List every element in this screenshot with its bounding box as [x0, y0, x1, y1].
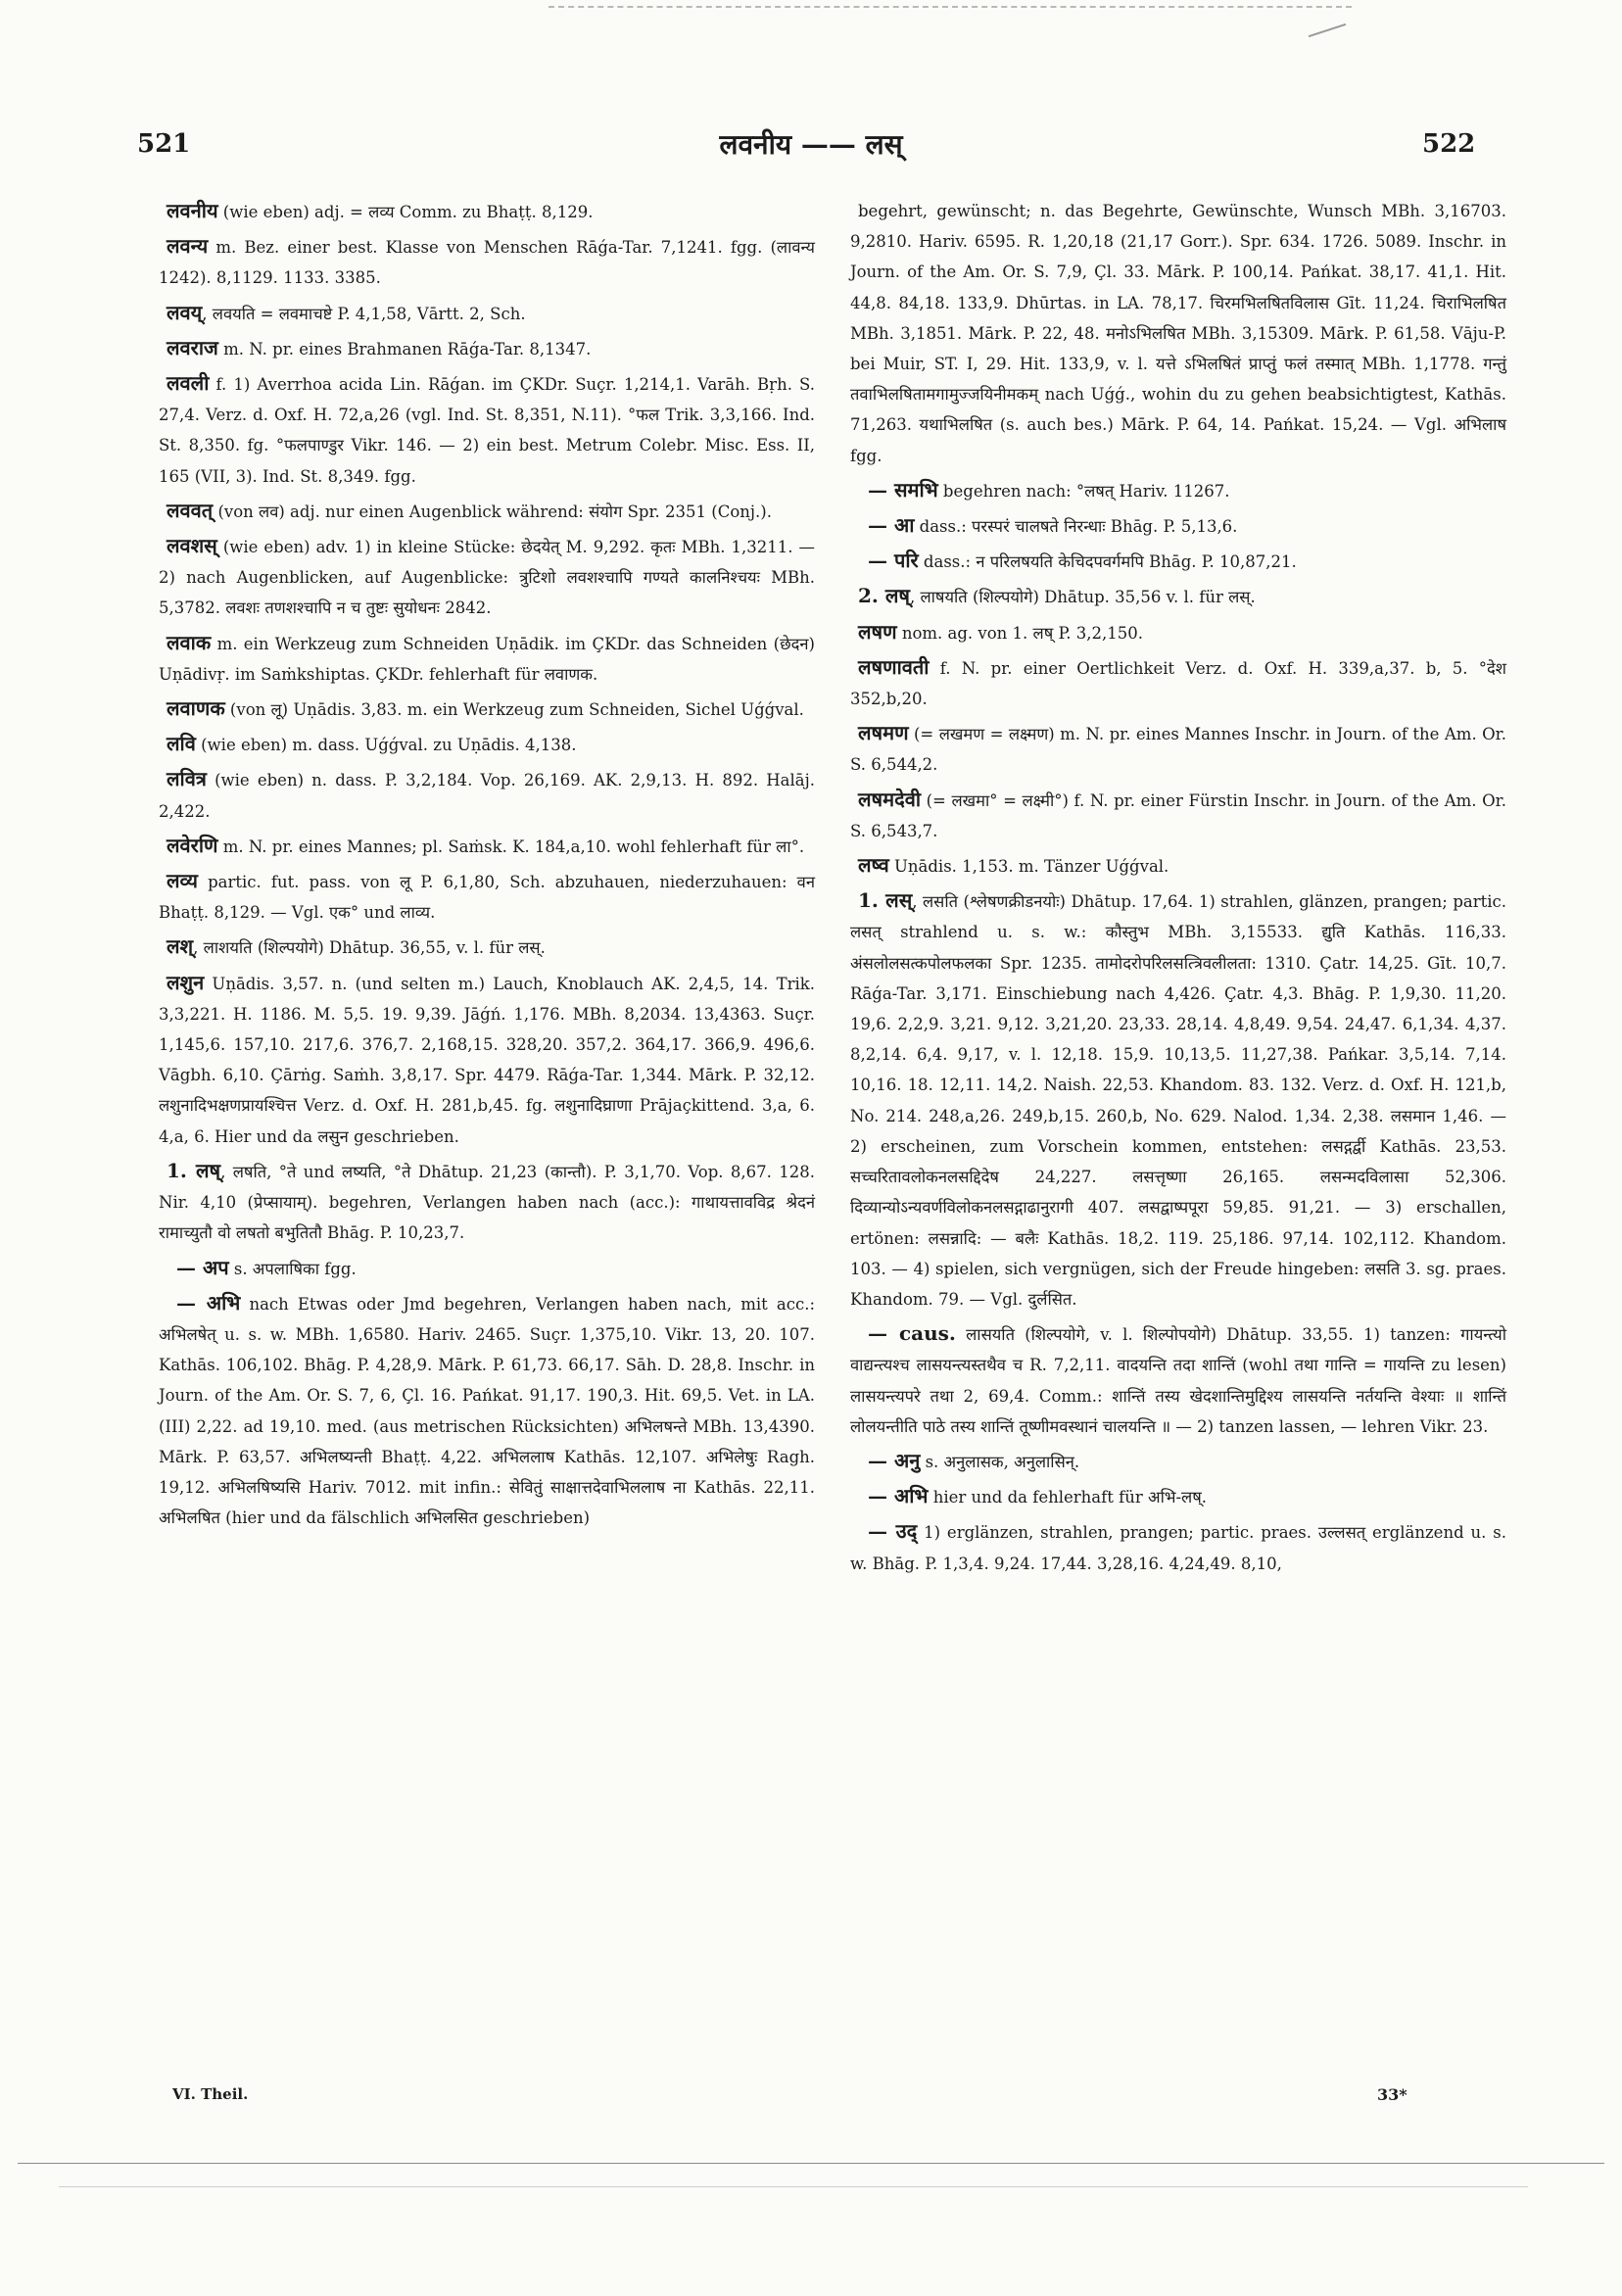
sheet-signature: 33*: [1377, 2085, 1407, 2104]
entry-text: , लषति, °ते und लष्यति, °ते Dhātup. 21,23 (कान्तौ). P. 3,1,70. Vop. 8,67. 128. Nir. 4,10 (प्रेप्सायाम्). begehren, Verlangen haben nach (acc.): गाथायत्तावविद्र श्रेदनं रामाच्युतौ वो लषतो बभुतितौ Bhāg. P. 10,23,7.: [159, 1162, 816, 1243]
entry-headword: लवशस्: [167, 534, 217, 558]
dictionary-entry: [159, 298, 815, 329]
entry-headword: — उद्: [868, 1519, 918, 1544]
page-number-right: 522: [1422, 129, 1476, 159]
entry-headword: लव्य: [167, 869, 198, 893]
page-number-left: 521: [137, 129, 191, 159]
entry-text: (wie eben) n. dass. P. 3,2,184. Vop. 26,169. AK. 2,9,13. H. 892. Halāj. 2,422.: [159, 771, 815, 821]
entry-text: f. N. pr. einer Oertlichkeit Verz. d. Oxf. H. 339,a,37. b, 5. °देश 352,b,20.: [850, 658, 1506, 709]
entry-text: (= लखमा° = लक्ष्मी°) f. N. pr. einer Fürstin Inschr. in Journ. of the Am. Or. S. 6,543,7.: [850, 790, 1506, 840]
entry-headword: 1. लस्: [858, 888, 913, 913]
dictionary-entry: [850, 1446, 1506, 1477]
entry-text: nach Etwas oder Jmd begehren, Verlangen haben nach, mit acc.: अभिलषेत् u. s. w. MBh. 1,6580. Hariv. 2465. Suçr. 1,375,10. Vikr. 13, 20. 107. Kathās. 106,102. Bhāg. P. 4,28,9. Mārk. P. 61,73. 66,17. Sāh. D. 28,8. Inschr. in Journ. of the Am. Or. S. 7, 6, Çl. 16. Pańkat. 91,17. 190,3. Hit. 69,5. Vet. in LA. (III) 2,22. ad 19,10. med. (aus metrischen Rücksichten) अभिलषन्ते MBh. 13,4390. Mārk. P. 63,57. अभिलष्यन्ती Bhaṭṭ. 4,22. अभिललाष Kathās. 12,107. अभिलेषुः Ragh. 19,12. अभिलषिष्यसि Hariv. 7012. mit infin.: सेवितुं साक्षात्तदेवाभिललाष ना Kathās. 22,11. अभिलषित (hier und da fälschlich अभिलसित geschrieben): [159, 1294, 816, 1528]
dictionary-entry: [850, 196, 1506, 471]
entry-headword: लवन्य: [167, 234, 209, 259]
entry-headword: लषमण: [858, 721, 909, 745]
dictionary-entry: [159, 628, 815, 690]
entry-text: dass.: न परिलषयति केचिदपवर्गमपि Bhāg. P. 10,87,21.: [918, 552, 1297, 572]
entry-text: , लवयति = लवमाचष्टे P. 4,1,58, Vārtt. 2, Sch.: [202, 304, 526, 323]
entry-headword: — अप: [176, 1255, 229, 1279]
entry-text: (von लव) adj. nur einen Augenblick während: संयोग Spr. 2351 (Conj.).: [213, 502, 772, 521]
entry-headword: लवित्र: [167, 767, 207, 791]
entry-text: begehren nach: °लषत् Hariv. 11267.: [937, 481, 1230, 501]
entry-text: s. अनुलासक, अनुलासिन्.: [920, 1452, 1080, 1471]
page-header: [0, 125, 1622, 165]
entry-text: begehrt, gewünscht; n. das Begehrte, Gewünschte, Wunsch MBh. 3,16703. 9,2810. Hariv. 6595. R. 1,20,18 (21,17 Gorr.). Spr. 634. 1726. 5089. Inschr. in Journ. of the Am. Or. S. 7,9, Çl. 33. Mārk. P. 100,14. Pańkat. 38,17. 41,1. Hit. 44,8. 84,18. 133,9. Dhūrtas. in LA. 78,17. चिरमभिलषितविलास Gīt. 11,24. चिराभिलषित MBh. 3,1851. Mārk. P. 22, 48. मनोऽभिलषित MBh. 3,15309. Mārk. P. 61,58. Vāju-P. bei Muir, ST. I, 29. Hit. 133,9, v. l. यत्ते ऽभिलषितं प्राप्तुं फलं तस्मात् MBh. 1,1778. गन्तुं तवाभिलषितामगामुज्जयिनीमकम् nach Uǵǵ., wohin du zu gehen beabsichtigtest, Kathās. 71,263. यथाभिलषित (s. auch bes.) Mārk. P. 64, 14. Pańkat. 15,24. — Vgl. अभिलाष fgg.: [850, 202, 1506, 465]
entry-headword: लवि: [167, 732, 196, 756]
scan-bottom-line: [18, 2163, 1604, 2164]
entry-text: f. 1) Averrhoa acida Lin. Rāǵan. im ÇKDr. Suçr. 1,214,1. Varāh. Bṛh. S. 27,4. Verz. d. Oxf. H. 72,a,26 (vgl. Ind. St. 8,351, N.11). °फल Trik. 3,3,166. Ind. St. 8,350. fg. °फलपाण्डुर Vikr. 146. — 2) ein best. Metrum Colebr. Misc. Ess. II, 165 (VII, 3). Ind. St. 8,349. fgg.: [159, 375, 815, 486]
dictionary-entry: [159, 496, 815, 527]
dictionary-entry: [850, 718, 1506, 780]
entry-headword: लष्व: [858, 853, 889, 878]
entry-text: hier und da fehlerhaft für अभि-लष्.: [928, 1488, 1207, 1507]
dictionary-entry: [159, 1156, 815, 1249]
dictionary-entry: [159, 1288, 815, 1534]
entry-headword: लशुन: [167, 970, 205, 994]
dictionary-entry: [850, 581, 1506, 612]
dictionary-entry: [850, 617, 1506, 648]
dictionary-entry: [159, 1253, 815, 1284]
entry-text: m. N. pr. eines Mannes; pl. Saṁsk. K. 184,a,10. wohl fehlerhaft für ला°.: [217, 837, 805, 856]
entry-headword: लषण: [858, 619, 897, 644]
entry-headword: लवय्: [167, 300, 203, 324]
entry-headword: — अनु: [868, 1448, 921, 1472]
entry-headword: लवाणक: [167, 696, 225, 721]
dictionary-entry: [850, 652, 1506, 714]
dictionary-entry: [850, 1318, 1506, 1442]
entry-headword: — caus.: [868, 1321, 956, 1346]
entry-text: (wie eben) adv. 1) in kleine Stücke: छेदयेत् M. 9,292. कृतः MBh. 1,3211. — 2) nach Augenblicken, auf Augenblicke: त्रुटिशो लवशश्चापि गण्यते कालनिश्चयः MBh. 5,3782. लवशः तणशश्चापि न च तुष्टः सुयोधनः 2842.: [159, 538, 815, 618]
dictionary-entry: [850, 475, 1506, 506]
entry-text: , लसति (श्लेषणक्रीडनयोः) Dhātup. 17,64. 1) strahlen, glänzen, prangen; partic. लसत् strahlend u. s. w.: कौस्तुभ MBh. 3,15533. द्युति Kathās. 116,33. अंसलोलसत्कपोलफलका Spr. 1235. तामोदरोपरिलसत्त्रिवलीलता: 1310. Çatr. 14,25. Gīt. 10,7. Rāǵa-Tar. 3,171. Einschiebung nach 4,426. Çatr. 4,3. Bhāg. P. 1,9,30. 11,20. 19,6. 2,2,9. 3,21. 9,12. 3,21,20. 23,33. 28,14. 4,8,49. 9,54. 24,47. 6,1,34. 4,37. 8,2,14. 6,4. 9,17, v. l. 12,18. 15,9. 10,13,5. 11,27,38. Pańkar. 3,5,14. 7,14. 10,16. 18. 12,11. 14,2. Naish. 22,53. Khandom. 83. 132. Verz. d. Oxf. H. 121,b, No. 214. 248,a,26. 249,b,15. 260,b, No. 629. Nalod. 1,34. 2,38. लसमान 1,46. — 2) erscheinen, zum Vorschein kommen, entstehen: लसद्गर्द्वी Kathās. 23,53. सच्चरितावलोकनलसद्दिदेष 24,227. लसत्तृष्णा 26,165. लसन्मदविलासा 52,306. दिव्यान्योऽन्यवर्णविलोकनलसद्गाढानुरागी 407. लसद्वाष्पपूरा 59,85. 91,21. — 3) erschallen, ertönen: लसन्नादि: — बलैः Kathās. 18,2. 119. 25,186. 97,14. 102,112. Khandom. 103. — 4) spielen, sich vergnügen, sich der Freude hingeben: लसति 3. sg. praes. Khandom. 79. — Vgl. दुर्लसित.: [850, 892, 1506, 1309]
scan-pen-mark: [1309, 24, 1347, 37]
left-column: [159, 196, 815, 1537]
entry-headword: — आ: [868, 513, 915, 538]
entry-headword: — अभि: [176, 1290, 241, 1315]
entry-text: m. Bez. einer best. Klasse von Menschen Rāǵa-Tar. 7,1241. fgg. (लावन्य 1242). 8,1129. 1133. 3385.: [159, 238, 815, 288]
dictionary-entry: [850, 850, 1506, 882]
dictionary-entry: [159, 968, 815, 1152]
scan-bottom-line-faint: [59, 2186, 1528, 2187]
entry-text: m. N. pr. eines Brahmanen Rāǵa-Tar. 8,1347.: [217, 339, 592, 359]
entry-headword: लवनीय: [167, 199, 218, 222]
entry-text: m. ein Werkzeug zum Schneiden Uṇādik. im ÇKDr. das Schneiden (छेदन) Uṇādivṛ. im Saṁkshiptas. ÇKDr. fehlerhaft für लवाणक.: [159, 634, 815, 684]
scan-edge-dashes: [549, 6, 1352, 8]
dictionary-entry: [159, 764, 815, 826]
dictionary-entry: [850, 546, 1506, 577]
entry-text: s. अपलाषिका fgg.: [228, 1259, 357, 1278]
dictionary-entry: [159, 368, 815, 492]
entry-text: (= लखमण = लक्ष्मण) m. N. pr. eines Mannes Inschr. in Journ. of the Am. Or. S. 6,544,2.: [850, 725, 1506, 775]
dictionary-entry: [159, 333, 815, 364]
dictionary-entry: [850, 1516, 1506, 1578]
running-head: लवनीय —— लस्: [719, 128, 903, 161]
entry-headword: लषणावती: [858, 654, 930, 679]
entry-headword: लषमदेवी: [858, 787, 921, 811]
entry-headword: लवली: [167, 371, 210, 396]
volume-signature: VI. Theil.: [172, 2085, 249, 2103]
entry-text: , लाशयति (शिल्पयोगे) Dhātup. 36,55, v. l. für लस्.: [193, 938, 546, 958]
dictionary-entry: [850, 1481, 1506, 1512]
entry-text: dass.: परस्परं चालषते निरन्धाः Bhāg. P. 5,13,6.: [914, 517, 1238, 537]
dictionary-entry: [159, 694, 815, 725]
dictionary-entry: [850, 885, 1506, 1315]
dictionary-entry: [159, 231, 815, 293]
entry-text: Uṇādis. 1,153. m. Tänzer Uǵǵval.: [888, 857, 1169, 877]
entry-text: 1) erglänzen, strahlen, prangen; partic. praes. उल्लसत् erglänzend u. s. w. Bhāg. P. 1,3,4. 9,24. 17,44. 3,28,16. 4,24,49. 8,10,: [850, 1523, 1506, 1573]
dictionary-entry: [850, 510, 1506, 542]
entry-text: लासयति (शिल्पयोगे, v. l. शिल्पोपयोगे) Dhātup. 33,55. 1) tanzen: गायन्त्यो वाद्यन्त्यश्च लासयन्त्यस्तथैव च R. 7,2,11. वादयन्ति तदा शान्तिं (wohl तथा गान्ति = गायन्ति zu lesen) लासयन्त्यपरे तथा 2, 69,4. Comm.: शान्तिं तस्य खेदशान्तिमुद्दिश्य लासयन्ति नर्तयन्ति वेश्याः ॥ शान्तिं लोलयन्तीति पाठे तस्य शान्तिं तूष्णीमवस्थानं चालयन्ति ॥ — 2) tanzen lassen, — lehren Vikr. 23.: [850, 1325, 1506, 1436]
dictionary-entry: [159, 729, 815, 760]
entry-headword: — समभि: [868, 477, 938, 502]
entry-headword: 1. लष्: [167, 1158, 221, 1182]
right-column: [850, 196, 1506, 1583]
dictionary-entry: [159, 831, 815, 862]
entry-headword: 2. लष्: [858, 584, 910, 608]
entry-text: (von लू) Uṇādis. 3,83. m. ein Werkzeug zum Schneiden, Sichel Uǵǵval.: [224, 700, 804, 720]
entry-headword: — अभि: [868, 1484, 929, 1508]
entry-text: , लाषयति (शिल्पयोगे) Dhātup. 35,56 v. l. für लस्.: [909, 588, 1256, 607]
dictionary-entry: [850, 785, 1506, 846]
entry-text: nom. ag. von 1. लष् P. 3,2,150.: [896, 623, 1143, 643]
entry-text: (wie eben) adj. = लव्य Comm. zu Bhaṭṭ. 8,129.: [217, 203, 594, 221]
entry-text: Uṇādis. 3,57. n. (und selten m.) Lauch, Knoblauch AK. 2,4,5, 14. Trik. 3,3,221. H. 1186. M. 5,5. 19. 9,39. Jāǵń. 1,176. MBh. 8,2034. 13,4363. Suçr. 1,145,6. 157,10. 217,6. 376,7. 2,168,15. 328,20. 357,2. 364,17. 366,9. 496,6. Vāgbh. 6,10. Çārṅg. Saṁh. 3,8,17. Spr. 4479. Rāǵa-Tar. 1,344. Mārk. P. 32,12. लशुनादिभक्षणप्रायश्चित्त Verz. d. Oxf. H. 281,b,45. fg. लशुनादिघ्राणा Prājaçkittend. 3,a, 6. 4,a, 6. Hier und da लसुन geschrieben.: [159, 974, 815, 1146]
dictionary-entry: [159, 531, 815, 624]
entry-text: partic. fut. pass. von लू P. 6,1,80, Sch. abzuhauen, niederzuhauen: वन Bhaṭṭ. 8,129. — Vgl. एक° und लाव्य.: [159, 873, 815, 923]
entry-headword: लवेरणि: [167, 833, 218, 857]
dictionary-entry: [159, 932, 815, 963]
dictionary-entry: [159, 866, 815, 928]
dictionary-entry: [159, 196, 815, 227]
entry-headword: लश्: [167, 934, 194, 959]
entry-headword: लवराज: [167, 335, 218, 359]
entry-text: (wie eben) m. dass. Uǵǵval. zu Uṇādis. 4,138.: [195, 736, 577, 755]
entry-headword: — परि: [868, 549, 919, 573]
entry-headword: लवाक: [167, 630, 212, 654]
entry-headword: लववत्: [167, 498, 214, 522]
